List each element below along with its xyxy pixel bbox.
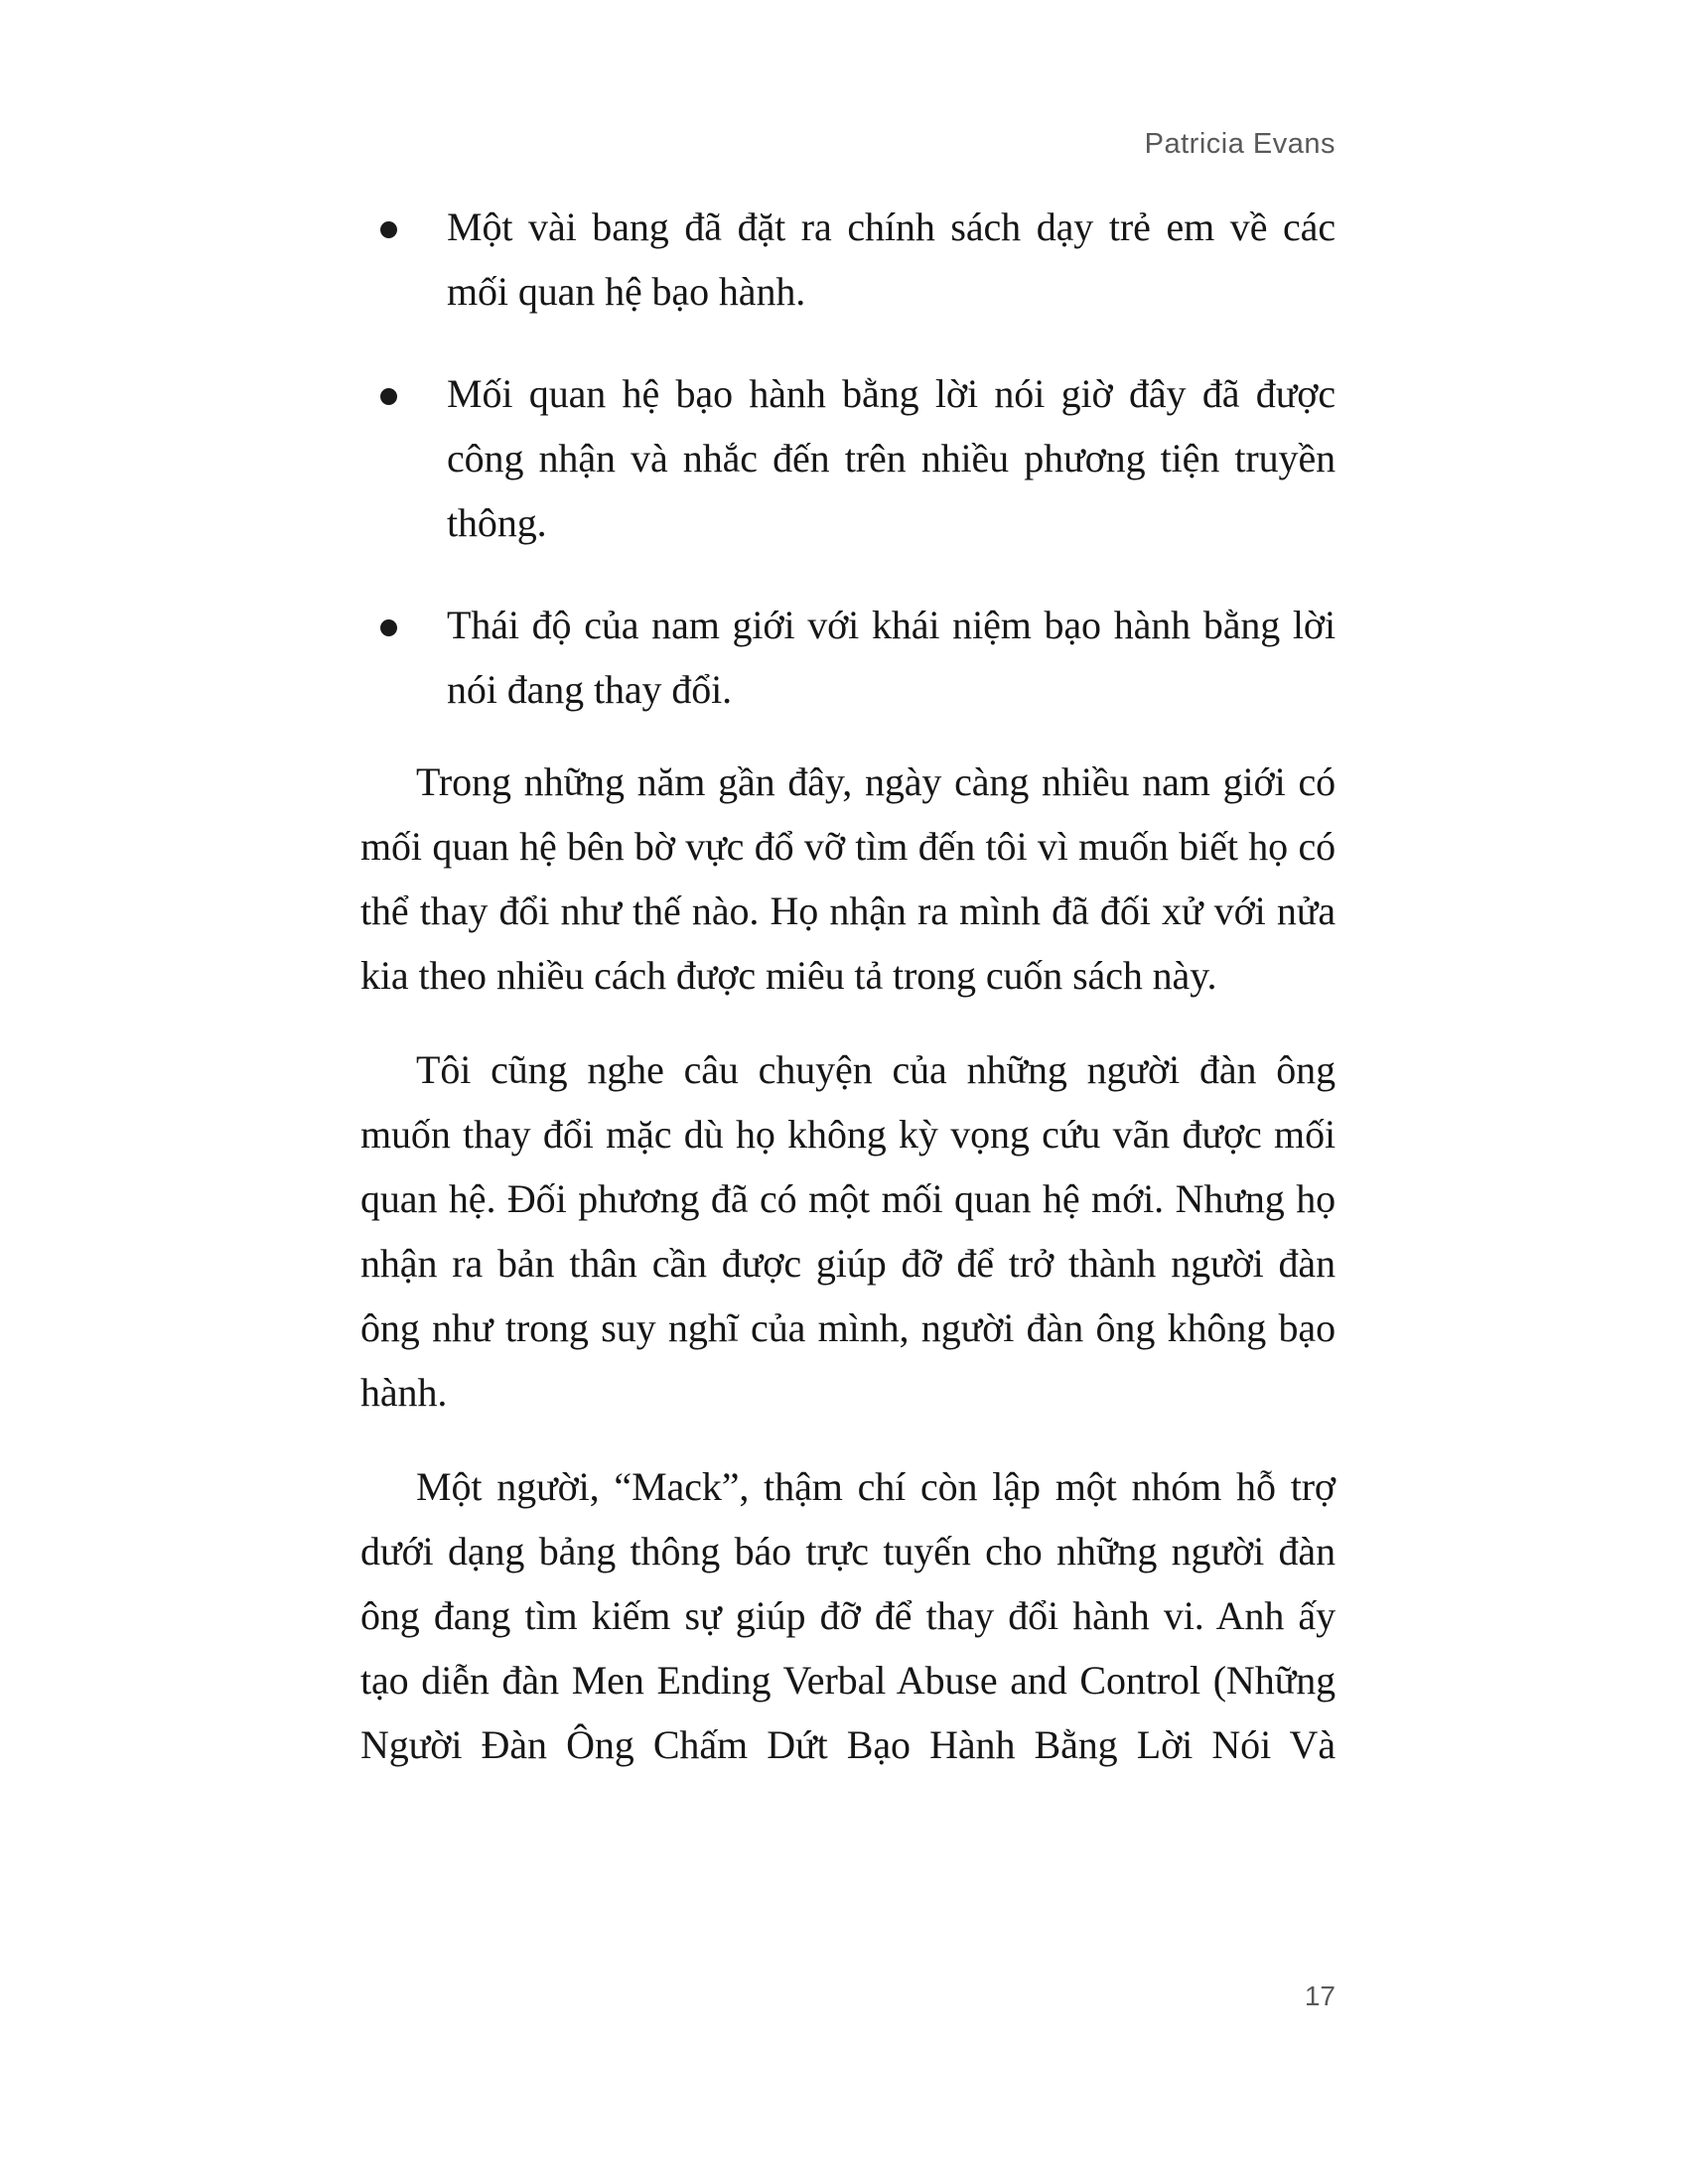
list-item-text: Thái độ của nam giới với khái niệm bạo hành bằng lời nói đang thay đổi. [447,603,1336,712]
list-item-text: Một vài bang đã đặt ra chính sách dạy trẻ em về các mối quan hệ bạo hành. [447,205,1336,314]
bullet-dot-icon [380,361,404,426]
bullet-list [360,195,1336,722]
paragraph-block [360,750,1336,1008]
body-paragraph: Tôi cũng nghe câu chuyện của những người đàn ông muốn thay đổi mặc dù họ không kỳ vọng cứu vãn được mối quan hệ. Đối phương đã có một mối quan hệ mới. Nhưng họ nhận ra bản thân cần được giúp đỡ để trở thành người đàn ông như trong suy nghĩ của mình, người đàn ông không bạo hành. [360,1047,1336,1415]
bullet-dot-icon [380,593,404,657]
bullet-dot-icon [380,195,404,259]
list-item [360,361,1336,555]
list-item-text: Mối quan hệ bạo hành bằng lời nói giờ đây đã được công nhận và nhắc đến trên nhiều phương tiện truyền thông. [447,371,1336,545]
list-item [360,593,1336,722]
running-header-author: Patricia Evans [1144,128,1336,160]
body-paragraph: Một người, “Mack”, thậm chí còn lập một nhóm hỗ trợ dưới dạng bảng thông báo trực tuyến cho những người đàn ông đang tìm kiếm sự giúp đỡ để thay đổi hành vi. Anh ấy tạo diễn đàn Men Ending Verbal Abuse and Control (Những Người Đàn Ông Chấm Dứt Bạo Hành Bằng Lời Nói Và [360,1464,1336,1767]
paragraph-block [360,1454,1336,1842]
body-paragraph: Trong những năm gần đây, ngày càng nhiều nam giới có mối quan hệ bên bờ vực đổ vỡ tìm đến tôi vì muốn biết họ có thể thay đổi như thế nào. Họ nhận ra mình đã đối xử với nửa kia theo nhiều cách được miêu tả trong cuốn sách này. [360,759,1336,998]
page-number: 17 [1304,1980,1336,2011]
text-column [360,195,1336,1842]
paragraph-block [360,1037,1336,1425]
list-item [360,195,1336,324]
